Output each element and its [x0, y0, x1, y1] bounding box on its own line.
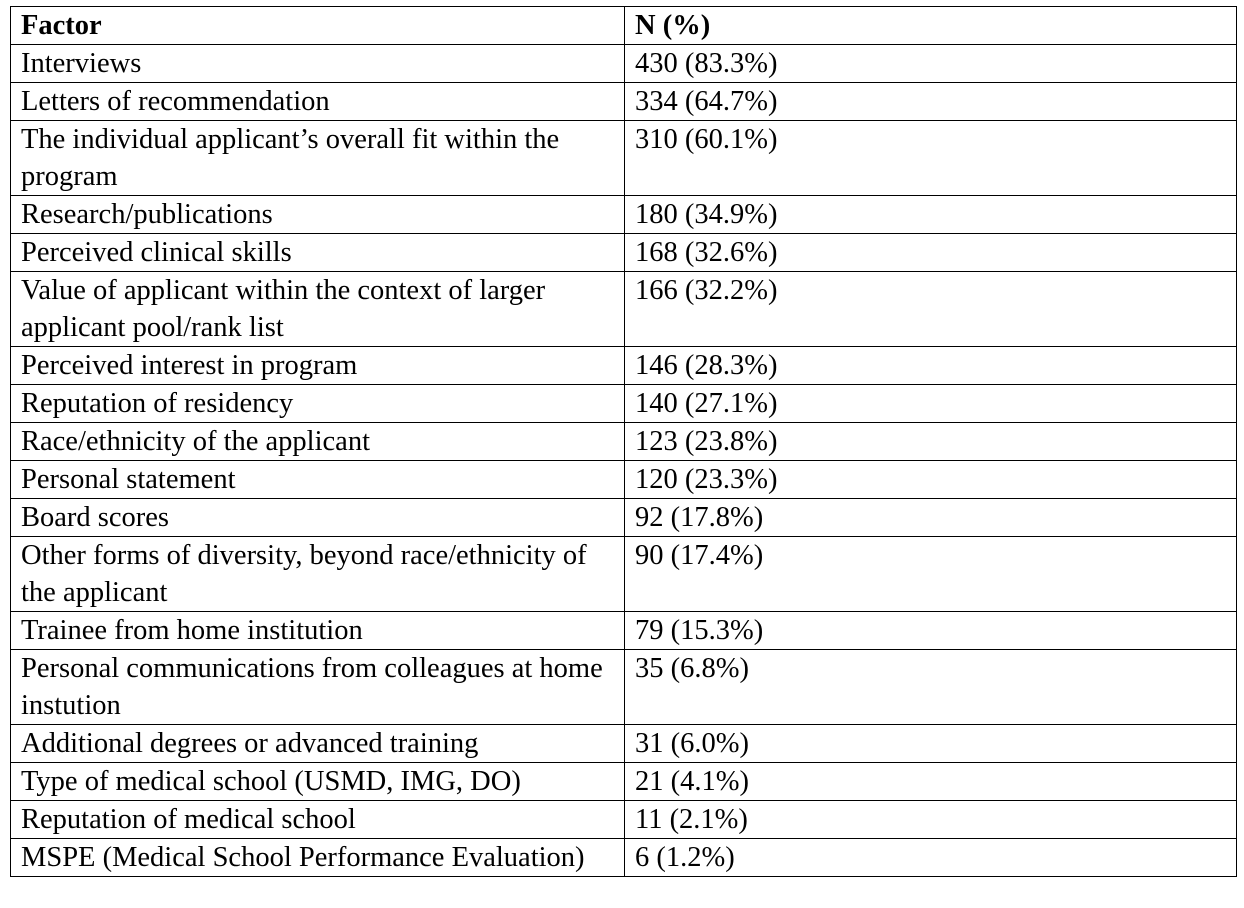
- factor-cell: Perceived clinical skills: [11, 234, 625, 272]
- table-row: [11, 725, 1237, 763]
- n-percent-cell: 31 (6.0%): [625, 725, 1237, 763]
- n-percent-cell: 90 (17.4%): [625, 537, 1237, 612]
- table-row: [11, 763, 1237, 801]
- n-percent-cell: 334 (64.7%): [625, 83, 1237, 121]
- table-row: [11, 612, 1237, 650]
- table-row: [11, 801, 1237, 839]
- factor-cell: Other forms of diversity, beyond race/ethnicity of the applicant: [11, 537, 625, 612]
- n-percent-cell: 430 (83.3%): [625, 45, 1237, 83]
- factor-cell: MSPE (Medical School Performance Evaluation): [11, 839, 625, 877]
- factor-cell: Letters of recommendation: [11, 83, 625, 121]
- n-percent-cell: 140 (27.1%): [625, 385, 1237, 423]
- n-percent-cell: 6 (1.2%): [625, 839, 1237, 877]
- table-row: [11, 423, 1237, 461]
- table-row: [11, 196, 1237, 234]
- n-percent-cell: 120 (23.3%): [625, 461, 1237, 499]
- factor-cell: Type of medical school (USMD, IMG, DO): [11, 763, 625, 801]
- table-row: [11, 272, 1237, 347]
- table-row: [11, 234, 1237, 272]
- n-percent-cell: 146 (28.3%): [625, 347, 1237, 385]
- column-header-n-percent: N (%): [625, 7, 1237, 45]
- n-percent-cell: 166 (32.2%): [625, 272, 1237, 347]
- table-row: [11, 461, 1237, 499]
- table-row: [11, 121, 1237, 196]
- factor-cell: The individual applicant’s overall fit within the program: [11, 121, 625, 196]
- factor-cell: Reputation of medical school: [11, 801, 625, 839]
- table-row: [11, 45, 1237, 83]
- factor-cell: Reputation of residency: [11, 385, 625, 423]
- factor-cell: Race/ethnicity of the applicant: [11, 423, 625, 461]
- n-percent-cell: 35 (6.8%): [625, 650, 1237, 725]
- table-row: [11, 385, 1237, 423]
- n-percent-cell: 310 (60.1%): [625, 121, 1237, 196]
- factor-cell: Perceived interest in program: [11, 347, 625, 385]
- factor-cell: Trainee from home institution: [11, 612, 625, 650]
- n-percent-cell: 180 (34.9%): [625, 196, 1237, 234]
- n-percent-cell: 79 (15.3%): [625, 612, 1237, 650]
- table-row: [11, 499, 1237, 537]
- factor-cell: Research/publications: [11, 196, 625, 234]
- factor-cell: Additional degrees or advanced training: [11, 725, 625, 763]
- factor-cell: Personal communications from colleagues at home instution: [11, 650, 625, 725]
- table-row: [11, 83, 1237, 121]
- column-header-factor: Factor: [11, 7, 625, 45]
- factor-cell: Board scores: [11, 499, 625, 537]
- n-percent-cell: 21 (4.1%): [625, 763, 1237, 801]
- n-percent-cell: 123 (23.8%): [625, 423, 1237, 461]
- n-percent-cell: 168 (32.6%): [625, 234, 1237, 272]
- factors-table: [10, 6, 1237, 877]
- table-row: [11, 839, 1237, 877]
- table-row: [11, 537, 1237, 612]
- table-header-row: [11, 7, 1237, 45]
- n-percent-cell: 11 (2.1%): [625, 801, 1237, 839]
- table-row: [11, 650, 1237, 725]
- factor-cell: Personal statement: [11, 461, 625, 499]
- factor-cell: Interviews: [11, 45, 625, 83]
- table-row: [11, 347, 1237, 385]
- n-percent-cell: 92 (17.8%): [625, 499, 1237, 537]
- factor-cell: Value of applicant within the context of larger applicant pool/rank list: [11, 272, 625, 347]
